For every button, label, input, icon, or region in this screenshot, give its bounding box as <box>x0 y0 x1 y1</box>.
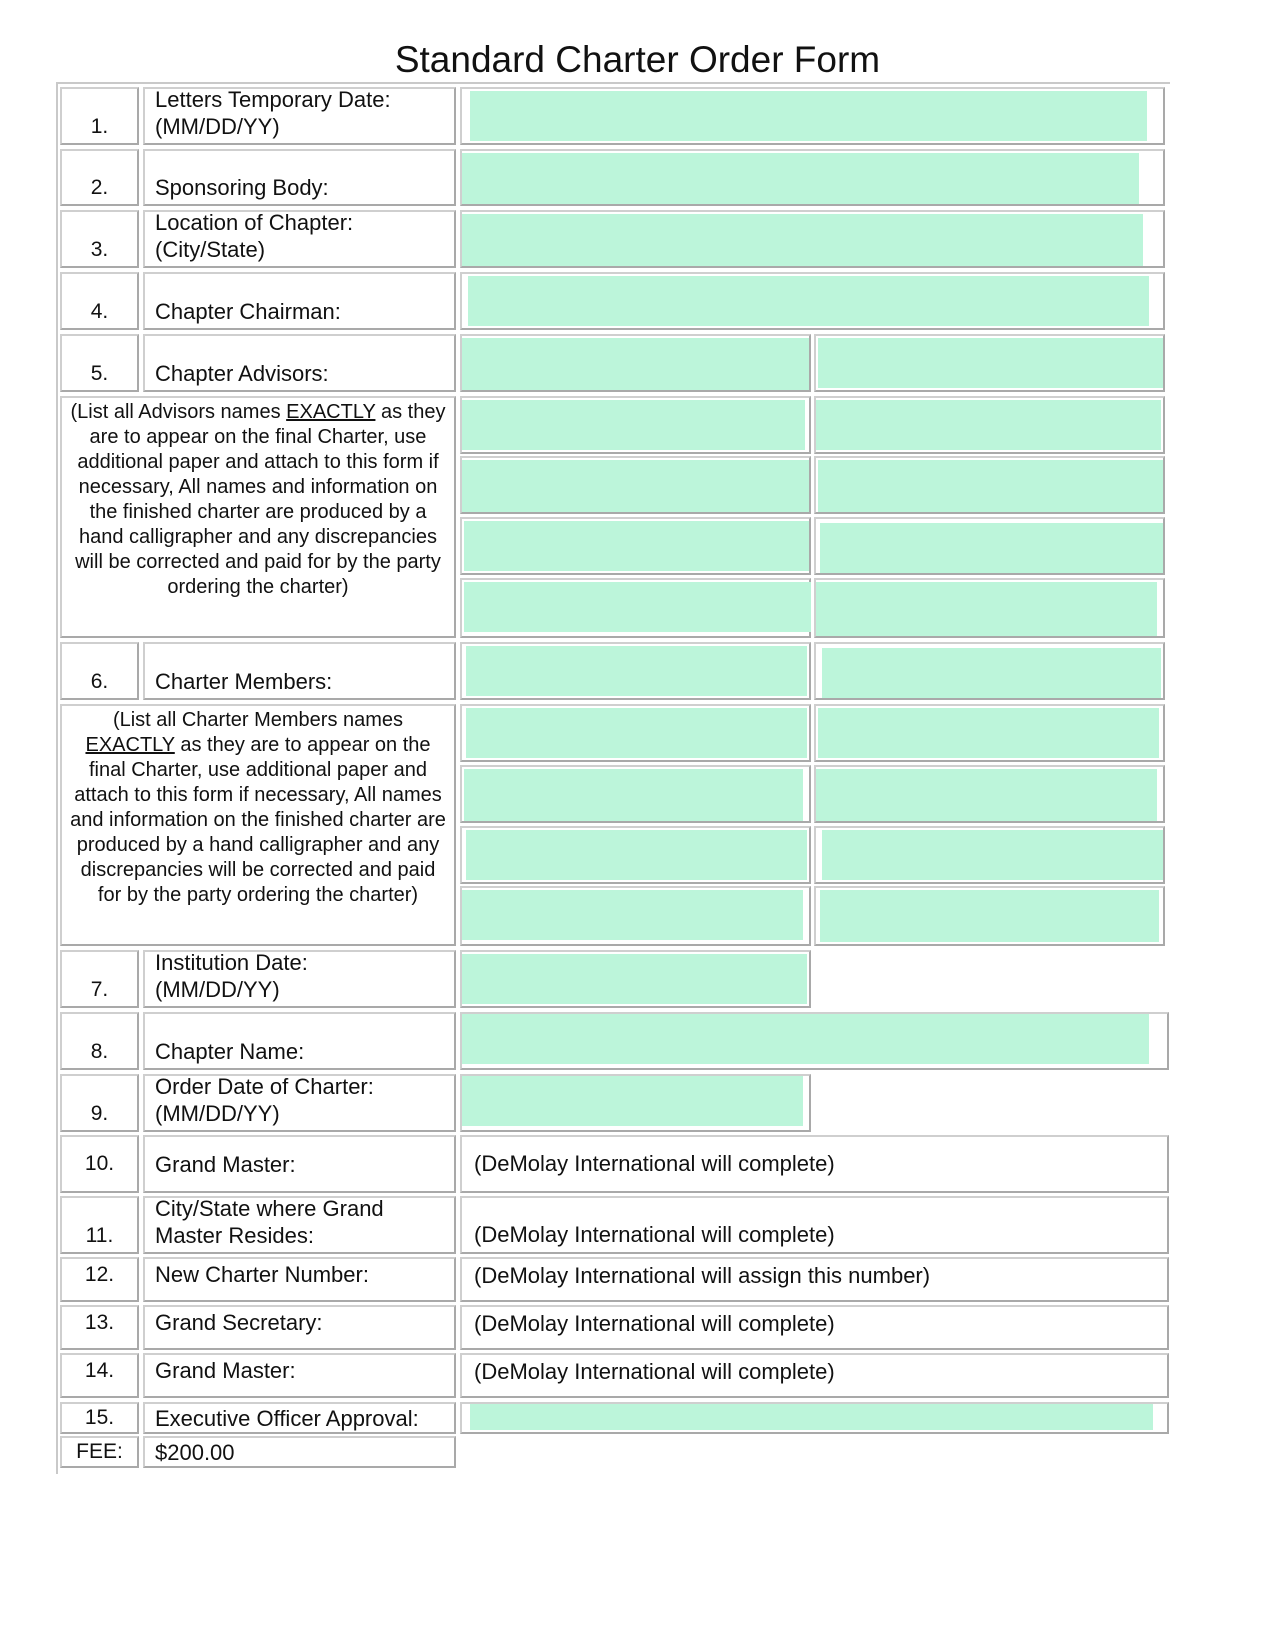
label-line: Grand Master: <box>155 1151 296 1177</box>
member-input-4a[interactable] <box>466 830 807 880</box>
member-input-2a[interactable] <box>466 708 807 758</box>
member-input-3a[interactable] <box>464 769 803 821</box>
field-cell <box>460 1074 811 1132</box>
label-line: (MM/DD/YY) <box>155 114 280 139</box>
institution-date-input[interactable] <box>462 954 807 1004</box>
grand-master-city-value: (DeMolay International will complete) <box>460 1196 1169 1254</box>
label-sponsoring-body <box>143 149 456 206</box>
location-of-chapter-input[interactable] <box>462 214 1143 266</box>
label-chapter-name <box>143 1012 456 1070</box>
label-charter-members <box>143 642 456 700</box>
fee-label: FEE: <box>60 1436 139 1468</box>
row-number: 7. <box>60 950 139 1008</box>
label-line: Grand Master: <box>155 1358 296 1383</box>
advisor-input-4b[interactable] <box>820 523 1163 573</box>
row-number: 8. <box>60 1012 139 1070</box>
row-number: 6. <box>60 642 139 700</box>
field-cell <box>814 578 1165 638</box>
field-cell <box>460 1402 1169 1434</box>
row-number: 9. <box>60 1074 139 1132</box>
field-cell <box>814 456 1165 514</box>
field-cell <box>460 517 811 575</box>
member-input-4b[interactable] <box>822 830 1163 880</box>
field-cell <box>460 950 811 1008</box>
row-number: 13. <box>60 1305 139 1350</box>
advisor-input-2b[interactable] <box>816 400 1161 450</box>
grand-secretary-value: (DeMolay International will complete) <box>460 1305 1169 1350</box>
field-cell <box>460 396 811 454</box>
label-line: (City/State) <box>155 237 266 262</box>
field-cell <box>460 1012 1169 1070</box>
member-input-3b[interactable] <box>816 769 1157 821</box>
label-order-date <box>143 1074 456 1132</box>
members-instructions <box>60 704 456 946</box>
label-line: Executive Officer Approval: <box>155 1405 419 1431</box>
row-number: 12. <box>60 1257 139 1302</box>
chapter-chairman-input[interactable] <box>468 276 1149 326</box>
field-cell <box>814 704 1165 762</box>
field-cell <box>460 210 1165 268</box>
label-line: Chapter Chairman: <box>155 299 341 324</box>
advisor-input-5b[interactable] <box>816 582 1157 636</box>
label-line: City/State where Grand <box>155 1196 384 1221</box>
order-date-input[interactable] <box>462 1076 803 1126</box>
row-number: 15. <box>60 1402 139 1434</box>
field-cell <box>460 886 811 946</box>
advisor-input-1a[interactable] <box>462 338 809 390</box>
field-cell <box>460 272 1165 330</box>
label-line: Institution Date: <box>155 950 308 975</box>
label-line: Chapter Name: <box>155 1039 305 1064</box>
note-text: as they are to appear on the final Charter, use additional paper and attach to this form if necessary, All names and information on the finished charter are produced by a hand calligrapher and any discrepancies will be corrected and paid for by the party ordering the charter) <box>75 401 446 598</box>
new-charter-number-value: (DeMolay International will assign this number) <box>460 1257 1169 1302</box>
row-number: 1. <box>60 87 139 145</box>
advisor-input-5a[interactable] <box>464 582 811 632</box>
label-grand-master-2 <box>143 1353 456 1398</box>
row-number: 3. <box>60 210 139 268</box>
label-grand-secretary <box>143 1305 456 1350</box>
row-number: 11. <box>60 1196 139 1254</box>
field-cell <box>814 396 1165 454</box>
row-number: 10. <box>60 1135 139 1193</box>
label-line: Master Resides: <box>155 1223 314 1248</box>
label-line: New Charter Number: <box>155 1262 369 1287</box>
label-grand-master-city <box>143 1196 456 1254</box>
letters-temporary-date-input[interactable] <box>470 91 1147 141</box>
field-cell <box>814 765 1165 823</box>
chapter-name-input[interactable] <box>462 1014 1149 1064</box>
label-line: Chapter Advisors: <box>155 361 329 386</box>
advisor-input-2a[interactable] <box>462 400 805 450</box>
fee-amount-text: $200.00 <box>155 1439 235 1465</box>
field-cell <box>460 826 811 884</box>
label-line: Letters Temporary Date: <box>155 87 391 112</box>
field-cell <box>814 886 1165 946</box>
row-number: 2. <box>60 149 139 206</box>
label-line: Location of Chapter: <box>155 210 354 235</box>
label-chapter-chairman <box>143 272 456 330</box>
field-cell <box>460 642 811 700</box>
label-line: Sponsoring Body: <box>155 175 329 200</box>
note-text: (List all Charter Members names <box>112 709 404 731</box>
grand-master-value: (DeMolay International will complete) <box>460 1135 1169 1193</box>
label-line: (MM/DD/YY) <box>155 977 280 1002</box>
field-cell <box>460 704 811 762</box>
label-line: Grand Secretary: <box>155 1310 323 1335</box>
row-number: 4. <box>60 272 139 330</box>
member-input-2b[interactable] <box>818 708 1159 758</box>
executive-officer-approval-input[interactable] <box>470 1404 1153 1430</box>
label-letters-temporary-date <box>143 87 456 145</box>
field-cell <box>460 578 811 638</box>
member-input-5a[interactable] <box>462 890 803 940</box>
sponsoring-body-input[interactable] <box>462 153 1139 204</box>
field-cell <box>814 642 1165 700</box>
label-grand-master <box>143 1135 456 1193</box>
grand-master-2-value: (DeMolay International will complete) <box>460 1353 1169 1398</box>
label-new-charter-number <box>143 1257 456 1302</box>
member-input-1a[interactable] <box>466 646 807 696</box>
label-line: (MM/DD/YY) <box>155 1101 280 1126</box>
field-cell <box>814 826 1165 884</box>
field-cell <box>460 87 1165 145</box>
member-input-5b[interactable] <box>820 890 1159 942</box>
page-title: Standard Charter Order Form <box>394 39 881 80</box>
row-number: 5. <box>60 334 139 392</box>
label-line: Order Date of Charter: <box>155 1074 374 1099</box>
note-emphasis: EXACTLY <box>85 734 175 756</box>
label-line: Charter Members: <box>155 669 333 694</box>
label-chapter-advisors <box>143 334 456 392</box>
field-cell <box>460 334 811 392</box>
field-cell <box>814 517 1165 575</box>
member-input-1b[interactable] <box>822 648 1161 698</box>
row-number: 14. <box>60 1353 139 1398</box>
field-cell <box>814 334 1165 392</box>
advisor-input-1b[interactable] <box>818 338 1163 388</box>
field-cell <box>460 149 1165 206</box>
note-text: (List all Advisors names <box>70 401 287 423</box>
fee-amount <box>143 1436 456 1468</box>
label-institution-date <box>143 950 456 1008</box>
advisors-instructions <box>60 396 456 638</box>
field-cell <box>460 456 811 514</box>
note-emphasis: EXACTLY <box>286 401 376 423</box>
label-executive-officer-approval <box>143 1402 456 1434</box>
advisor-input-3a[interactable] <box>462 460 809 512</box>
label-location-of-chapter <box>143 210 456 268</box>
advisor-input-4a[interactable] <box>464 521 809 571</box>
field-cell <box>460 765 811 823</box>
note-text: as they are to appear on the final Charter, use additional paper and attach to this form if necessary, All names and information on the finished charter are produced by a hand calligrapher and any discrepancies will be corrected and paid for by the party ordering the charter) <box>70 734 446 906</box>
advisor-input-3b[interactable] <box>818 460 1163 512</box>
